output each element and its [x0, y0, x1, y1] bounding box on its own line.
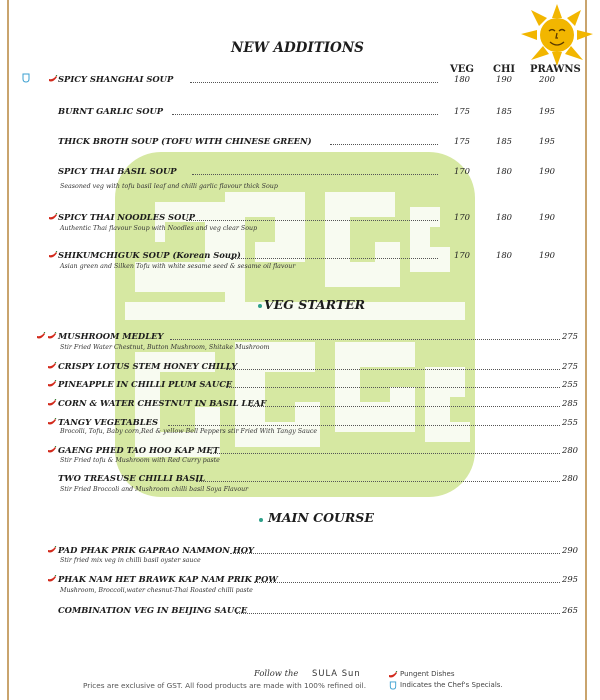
starter-item-name: CRISPY LOTUS STEM HONEY CHILLY	[58, 361, 238, 371]
chili-icon	[47, 418, 57, 426]
main-item-name: PAD PHAK PRIK GAPRAO NAMMON HOY	[58, 545, 255, 555]
section-title-veg-starter: VEG STARTER	[264, 297, 365, 312]
section-bullet	[259, 518, 263, 522]
chili-icon	[47, 575, 57, 583]
item-price: 275	[562, 361, 578, 371]
price-veg: 180	[454, 74, 470, 84]
column-header-chi: CHI	[493, 64, 516, 75]
price-veg: 170	[454, 250, 470, 260]
price-prawns: 190	[539, 212, 555, 222]
starter-item-name: PINEAPPLE IN CHILLI PLUM SAUCE	[58, 379, 233, 389]
price-chi: 185	[496, 136, 512, 146]
dot-leader	[186, 220, 438, 221]
dot-leader	[230, 553, 560, 554]
soup-item-description: Seasoned veg with tofu basil leaf and chilli garlic flavour thick Soup	[60, 183, 278, 190]
item-price: 285	[562, 398, 578, 408]
sun-face-icon	[519, 2, 595, 68]
starter-item-name: CORN & WATER CHESTNUT IN BASIL LEAF	[58, 398, 267, 408]
price-veg: 170	[454, 166, 470, 176]
footer-brand: SULA Sun	[312, 668, 361, 678]
price-chi: 185	[496, 106, 512, 116]
page-border-left	[7, 0, 9, 700]
dot-leader	[168, 425, 560, 426]
starter-item-description: Brocolli, Tofu, Baby corn,Red & yellow Bell Peppers stir Fried With Tangy Sauce	[60, 428, 318, 435]
soup-item-name: THICK BROTH SOUP (TOFU WITH CHINESE GREEN)	[58, 136, 312, 146]
item-price: 280	[562, 445, 578, 455]
soup-item-name: SPICY THAI BASIL SOUP	[58, 166, 177, 176]
item-price: 275	[562, 331, 578, 341]
footer-note: Prices are exclusive of GST. All food products are made with 100% refined oil.	[83, 681, 367, 690]
starter-item-description: Stir Fried tofu & Mushroom with Red Curry paste	[60, 457, 220, 464]
starter-item-description: Stir Fried Broccoli and Mushroom chilli basil Soya Flavour	[60, 486, 249, 493]
dot-leader	[210, 453, 560, 454]
chili-icon	[47, 332, 57, 340]
price-veg: 175	[454, 136, 470, 146]
dot-leader	[196, 481, 560, 482]
price-veg: 170	[454, 212, 470, 222]
dot-leader	[172, 114, 438, 115]
starter-item-name: MUSHROOM MEDLEY	[58, 331, 164, 341]
chili-icon	[48, 213, 58, 221]
legend-pungent: Pungent Dishes	[400, 670, 455, 678]
dot-leader	[236, 613, 560, 614]
chili-icon	[36, 332, 46, 340]
starter-item-name: GAENG PHED TAO HOO KAP MET	[58, 445, 219, 455]
price-chi: 180	[496, 166, 512, 176]
main-item-name: COMBINATION VEG IN BEIJING SAUCE	[58, 605, 248, 615]
item-price: 255	[562, 417, 578, 427]
dot-leader	[170, 339, 560, 340]
item-price: 265	[562, 605, 578, 615]
chef-special-icon	[389, 681, 397, 690]
main-item-description: Mushroom, Broccoli,water chesnut-Thai Roasted chilli paste	[60, 587, 253, 594]
dot-leader	[230, 258, 438, 259]
item-price: 290	[562, 545, 578, 555]
starter-item-name: TANGY VEGETABLES	[58, 417, 159, 427]
price-veg: 175	[454, 106, 470, 116]
price-chi: 190	[496, 74, 512, 84]
starter-item-name: TWO TREASUSE CHILLI BASIL	[58, 473, 206, 483]
dot-leader	[226, 387, 560, 388]
price-prawns: 195	[539, 136, 555, 146]
price-chi: 180	[496, 250, 512, 260]
chili-icon	[47, 546, 57, 554]
dot-leader	[190, 82, 438, 83]
chili-icon	[48, 251, 58, 259]
chili-icon	[388, 671, 398, 679]
dot-leader	[254, 582, 560, 583]
chili-icon	[47, 362, 57, 370]
price-chi: 180	[496, 212, 512, 222]
starter-item-description: Stir Fried Water Chestnut, Button Mushroom, Shitake Mushroom	[60, 344, 270, 351]
section-title-main-course: MAIN COURSE	[268, 510, 374, 525]
column-header-prawns: PRAWNS	[530, 64, 581, 75]
price-prawns: 195	[539, 106, 555, 116]
soup-item-name: SPICY SHANGHAI SOUP	[58, 74, 174, 84]
dot-leader	[226, 369, 560, 370]
section-title-new-additions: NEW ADDITIONS	[231, 40, 364, 56]
footer-follow-text: Follow the	[254, 668, 299, 678]
section-bullet	[258, 304, 262, 308]
page-border-right	[585, 0, 587, 700]
soup-item-name: SHIKUMCHIGUK SOUP (Korean Soup)	[58, 250, 241, 260]
dot-leader	[192, 174, 438, 175]
item-price: 295	[562, 574, 578, 584]
chili-icon	[47, 380, 57, 388]
column-header-veg: VEG	[450, 64, 474, 75]
chili-icon	[47, 446, 57, 454]
main-item-name: PHAK NAM HET BRAWK KAP NAM PRIK POW	[58, 574, 278, 584]
item-price: 280	[562, 473, 578, 483]
soup-item-description: Authentic Thai flavour Soup with Noodles and veg clear Soup	[60, 225, 258, 232]
item-price: 255	[562, 379, 578, 389]
price-prawns: 200	[539, 74, 555, 84]
price-prawns: 190	[539, 250, 555, 260]
chef-special-icon	[22, 73, 30, 83]
dot-leader	[330, 144, 438, 145]
soup-item-name: SPICY THAI NOODLES SOUP	[58, 212, 195, 222]
main-item-description: Stir fried mix veg in chilli basil oyster sauce	[60, 557, 201, 564]
price-prawns: 190	[539, 166, 555, 176]
soup-item-description: Asian green and Silken Tofu with white sesame seed & sesame oil flavour	[60, 263, 296, 270]
dot-leader	[250, 406, 560, 407]
soup-item-name: BURNT GARLIC SOUP	[58, 106, 164, 116]
legend-special: Indicates the Chef's Specials.	[400, 681, 503, 689]
chili-icon	[47, 399, 57, 407]
chili-icon	[48, 75, 58, 83]
